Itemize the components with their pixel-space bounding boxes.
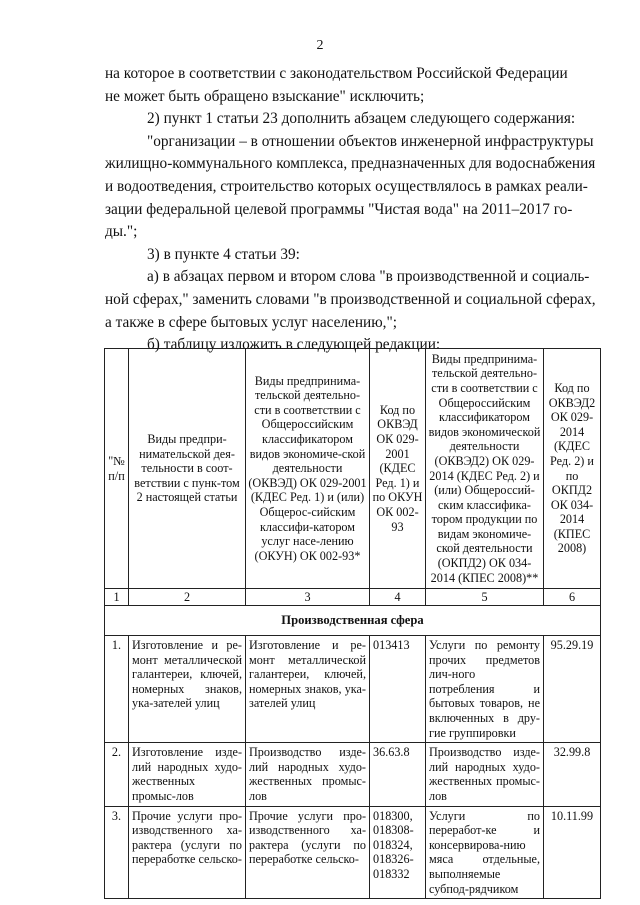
row-okved2-kind <box>426 743 544 806</box>
row-number: 1. <box>105 636 129 743</box>
paragraph-1-line-1 <box>105 63 597 86</box>
row-okved-code: 018300, 018308-018324, 018326-018332 <box>370 806 426 899</box>
cell-text: Прочие услуги про-изводственного ха-рактера (услуги по переработке сельско- <box>249 808 366 867</box>
page-number: 2 <box>316 38 324 53</box>
paragraph-4: 3) в пункте 4 статьи 39: <box>147 245 300 263</box>
table-row <box>105 806 601 899</box>
row-okved-kind <box>246 636 370 743</box>
row-okved-kind <box>246 806 370 899</box>
text-line: на которое в соответствии с законодательством Российской Федерации <box>105 65 568 82</box>
row-activity-kind <box>129 636 246 743</box>
header-okved-code: Код по ОКВЭД ОК 029-2001 (КДЕС Ред. 1) и по ОКУН ОК 002-93 <box>370 349 426 589</box>
column-number: 5 <box>426 589 544 606</box>
header-okved2-kind: Виды предпринима-тельской деятельно-сти в соответствии с Общероссийским классификатором видов экономической деятельности (ОКВЭД2) ОК 029-2014 (КДЕС Ред. 2) и (или) Общероссий-ским классифика-тором продукции по видам экономиче-ской деятельности (ОКПД2) ОК 034-2014 (КПЕС 2008)** <box>426 349 544 589</box>
row-activity-kind <box>129 743 246 806</box>
header-okved2-code: Код по ОКВЭД2 ОК 029-2014 (КДЕС Ред. 2) и по ОКПД2 ОК 034-2014 (КПЕС 2008) <box>544 349 601 589</box>
row-okved-kind <box>246 743 370 806</box>
column-number: 4 <box>370 589 426 606</box>
row-okved2-code: 95.29.19 <box>544 636 601 743</box>
cell-text: Услуги по переработ-ке и консервирова-нию мяса отдельные, выполняемые субпод-рядчиком <box>429 808 540 896</box>
row-number: 2. <box>105 743 129 806</box>
header-number: "№ п/п <box>105 349 129 589</box>
cell-text: Изготовление и ре-монт металлической галантереи, ключей, номерных знаков, ука-зателей улиц <box>132 638 242 711</box>
row-okved-code: 36.63.8 <box>370 743 426 806</box>
table-row <box>105 636 601 743</box>
paragraph-3-line-4: зации федеральной целевой программы "Чистая вода" на 2011–2017 го- <box>105 200 573 218</box>
paragraph-6: б) таблицу изложить в следующей редакции: <box>147 336 441 354</box>
section-row <box>105 606 601 636</box>
cell-text: Производство изде-лий народных худо-жественных промыс-лов <box>249 745 366 803</box>
row-activity-kind <box>129 806 246 899</box>
row-okved2-code: 32.99.8 <box>544 743 601 806</box>
cell-text: Прочие услуги про-изводственного ха-рактера (услуги по переработке сельско- <box>132 808 242 867</box>
paragraph-3-line-1: "организации – в отношении объектов инженерной инфраструктуры <box>147 132 594 150</box>
column-number-row <box>105 589 601 606</box>
row-okved2-kind <box>426 636 544 743</box>
column-number: 1 <box>105 589 129 606</box>
paragraph-5-line-3: а также в сфере бытовых услуг населению,"; <box>105 313 397 331</box>
column-number: 6 <box>544 589 601 606</box>
column-number: 3 <box>246 589 370 606</box>
row-okved2-kind <box>426 806 544 899</box>
header-okved-kind: Виды предпринима-тельской деятельно-сти в соответствии с Общероссийским классификатором видов экономиче-ской деятельности (ОКВЭД) ОК 029-2001 (КДЕС Ред. 1) и (или) Общерос-сийским классифи-катором услуг насе-лению (ОКУН) ОК 002-93* <box>246 349 370 589</box>
header-activity-kind: Виды предпри-нимательской дея-тельности в соот-ветствии с пунк-том 2 настоящей статьи <box>129 349 246 589</box>
row-number: 3. <box>105 806 129 899</box>
paragraph-1-line-2: не может быть обращено взыскание" исключить; <box>105 87 425 105</box>
row-okved-code: 013413 <box>370 636 426 743</box>
table-row <box>105 743 601 806</box>
paragraph-5-line-2: ной сферах," заменить словами "в производственной и социальной сферах, <box>105 290 596 308</box>
activity-classification-table <box>104 348 601 899</box>
paragraph-3-line-3: и водоотведения, строительство которых осуществлялось в рамках реали- <box>105 177 588 195</box>
section-title: Производственная сфера <box>105 606 601 636</box>
cell-text: Производство изде-лий народных худо-жественных промыс-лов <box>429 745 540 803</box>
paragraph-5-line-1: а) в абзацах первом и втором слова "в производственной и социаль- <box>147 268 590 286</box>
cell-text: Изготовление и ре-монт металлической галантереи, ключей, номерных знаков, ука-зателей улиц <box>249 638 366 711</box>
paragraph-3-line-2: жилищно-коммунального комплекса, предназначенных для водоснабжения <box>105 155 596 173</box>
cell-text: Изготовление изде-лий народных худо-жественных промыс-лов <box>132 745 242 803</box>
column-number: 2 <box>129 589 246 606</box>
cell-text: Услуги по ремонту прочих предметов лич-ного потребления и бытовых товаров, не включенных в дру-гие группировки <box>429 638 540 740</box>
table-header-row <box>105 349 601 589</box>
paragraph-3-line-5: ды."; <box>105 223 138 241</box>
row-okved2-code: 10.11.99 <box>544 806 601 899</box>
amendment-text <box>105 63 597 357</box>
paragraph-2: 2) пункт 1 статьи 23 дополнить абзацем следующего содержания: <box>147 110 576 128</box>
